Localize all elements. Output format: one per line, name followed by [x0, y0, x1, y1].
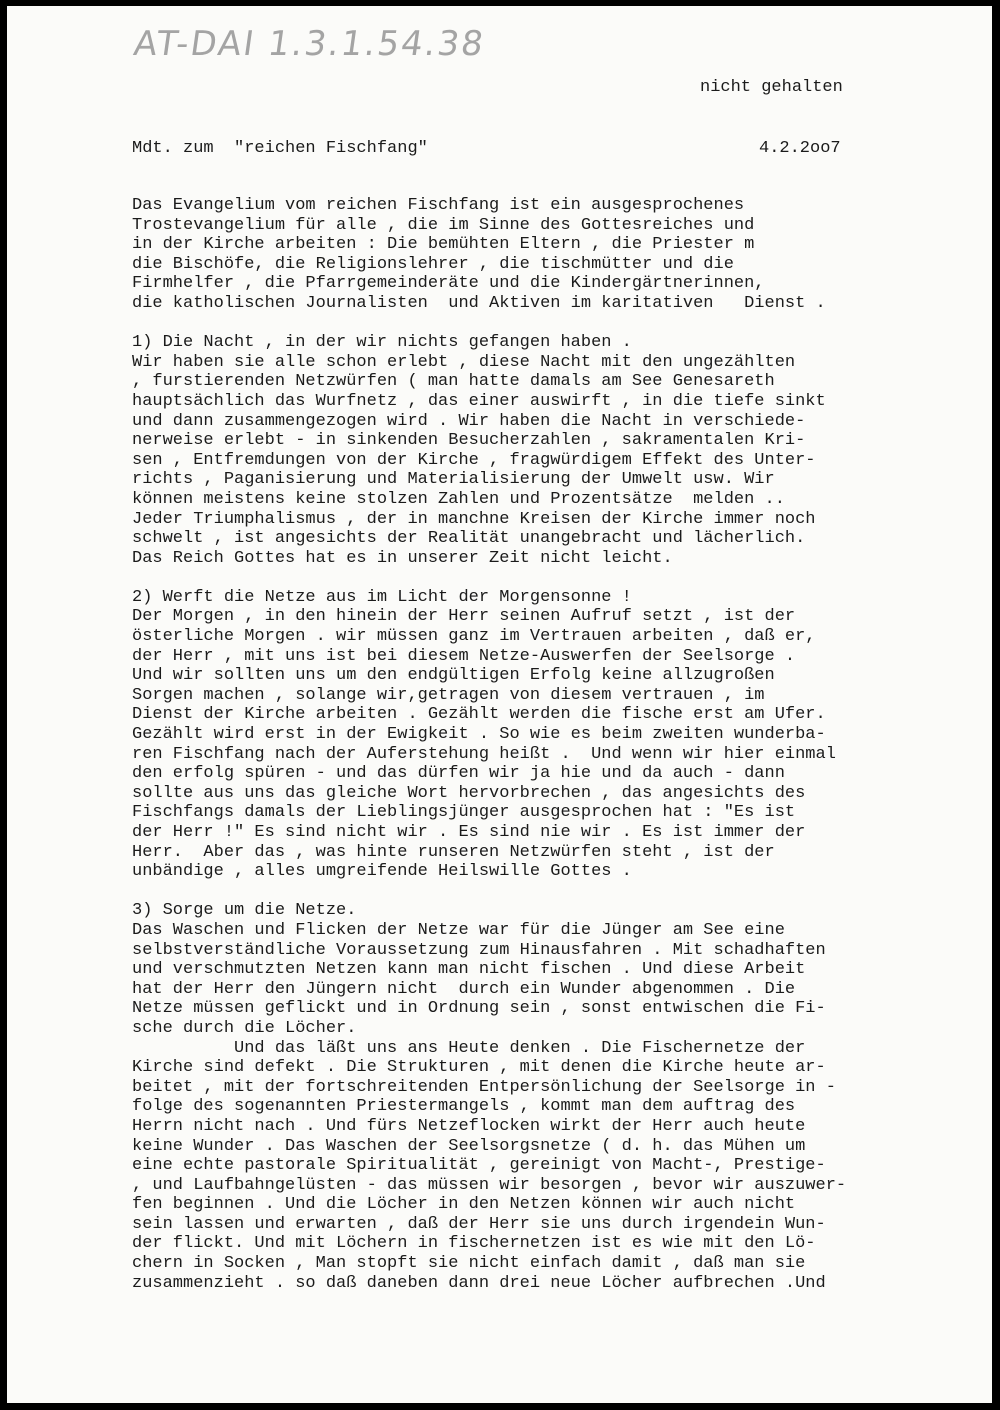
text-line: Dienst der Kirche arbeiten . Gezählt werden die fische erst am Ufer.	[132, 705, 826, 725]
text-line: Trostevangelium für alle , die im Sinne des Gottesreiches und	[132, 215, 755, 235]
paragraph-gap	[132, 882, 846, 902]
text-line: Herrn nicht nach . Und fürs Netzeflocken wirkt der Herr auch heute	[132, 1116, 806, 1136]
text-line: die katholischen Journalisten und Aktiven im karitativen Dienst .	[132, 293, 826, 313]
text-line: der Herr , mit uns ist bei diesem Netze-Auswerfen der Seelsorge .	[132, 646, 796, 666]
text-line: 2) Werft die Netze aus im Licht der Morgensonne !	[132, 587, 632, 607]
text-line: , furstierenden Netzwürfen ( man hatte damals am See Genesareth	[132, 372, 775, 392]
text-line: den erfolg spüren - und das dürfen wir ja hie und da auch - dann	[132, 764, 785, 784]
text-line: folge des sogenannten Priestermangels , kommt man dem auftrag des	[132, 1097, 796, 1117]
text-line: sollte aus uns das gleiche Wort hervorbrechen , das angesichts des	[132, 783, 806, 803]
text-line: hauptsächlich das Wurfnetz , das einer auswirft , in die tiefe sinkt	[132, 391, 826, 411]
body-text	[132, 196, 846, 1293]
text-line: die Bischöfe, die Religionslehrer , die tischmütter und die	[132, 254, 734, 274]
document-title: Mdt. zum "reichen Fischfang"	[132, 139, 428, 158]
paragraph-gap	[132, 314, 846, 334]
text-line: der Herr !" Es sind nicht wir . Es sind nie wir . Es ist immer der	[132, 823, 806, 842]
text-line: beitet , mit der fortschreitenden Entpersönlichung der Seelsorge in -	[132, 1077, 836, 1097]
text-line: 1) Die Nacht , in der wir nichts gefangen haben .	[132, 333, 632, 353]
text-line: und dann zusammengezogen wird . Wir haben die Nacht in verschiede-	[132, 411, 806, 431]
text-line: , und Laufbahngelüsten - das müssen wir besorgen , bevor wir auszuwer-	[132, 1175, 847, 1195]
text-line: chern in Socken , Man stopft sie nicht einfach damit , daß man sie	[132, 1254, 806, 1274]
document-page	[7, 6, 992, 1403]
text-line: keine Wunder . Das Waschen der Seelsorgsnetze ( d. h. das Mühen um	[132, 1136, 806, 1156]
text-line: nerweise erlebt - in sinkenden Besucherzahlen , sakramentalen Kri-	[132, 431, 806, 451]
text-line: können meistens keine stolzen Zahlen und Prozentsätze melden ..	[132, 489, 785, 509]
text-line: schwelt , ist angesichts der Realität unangebracht und lächerlich.	[132, 529, 806, 549]
archive-reference-stamp: AT-DAI 1.3.1.54.38	[131, 24, 488, 64]
text-line: Das Reich Gottes hat es in unserer Zeit nicht leicht.	[132, 548, 673, 568]
text-line: eine echte pastorale Spiritualität , gereinigt von Macht-, Prestige-	[132, 1156, 826, 1176]
text-line: sche durch die Löcher.	[132, 1018, 357, 1038]
text-line: unbändige , alles umgreifende Heilswille Gottes .	[132, 862, 632, 882]
text-line: Gezählt wird erst in der Ewigkeit . So wie es beim zweiten wunderba-	[132, 725, 826, 745]
delivery-note: nicht gehalten	[700, 78, 843, 97]
paragraph-gap	[132, 568, 846, 588]
text-line: der flickt. Und mit Löchern in fischernetzen ist es wie mit den Lö-	[132, 1234, 816, 1254]
text-line: sein lassen und erwarten , daß der Herr sie uns durch irgendein Wun-	[132, 1214, 826, 1234]
text-line: fen beginnen . Und die Löcher in den Netzen können wir auch nicht	[132, 1195, 796, 1215]
text-line: selbstverständliche Voraussetzung zum Hinausfahren . Mit schadhaften	[132, 940, 826, 960]
text-line: 3) Sorge um die Netze.	[132, 901, 357, 921]
text-line: sen , Entfremdungen von der Kirche , fragwürdigem Effekt des Unter-	[132, 450, 816, 470]
text-line: Fischfangs damals der Lieblingsjünger ausgesprochen hat : "Es ist	[132, 803, 796, 823]
text-line: in der Kirche arbeiten : Die bemühten Eltern , die Priester m	[132, 235, 755, 255]
text-line: Das Evangelium vom reichen Fischfang ist ein ausgesprochenes	[132, 196, 745, 215]
document-date: 4.2.2oo7	[759, 139, 841, 158]
text-line: richts , Paganisierung und Materialisierung der Umwelt usw. Wir	[132, 470, 775, 490]
text-line: österliche Morgen . wir müssen ganz im Vertrauen arbeiten , daß er,	[132, 627, 816, 647]
text-line: Jeder Triumphalismus , der in manchne Kreisen der Kirche immer noch	[132, 509, 816, 529]
text-line: Und wir sollten uns um den endgültigen Erfolg keine allzugroßen	[132, 666, 775, 686]
text-line: Und das läßt uns ans Heute denken . Die Fischernetze der	[132, 1038, 806, 1058]
text-line: Herr. Aber das , was hinte runseren Netzwürfen steht , ist der	[132, 842, 775, 862]
text-line: ren Fischfang nach der Auferstehung heißt . Und wenn wir hier einmal	[132, 744, 836, 764]
text-line: Kirche sind defekt . Die Strukturen , mit denen die Kirche heute ar-	[132, 1058, 826, 1078]
text-line: hat der Herr den Jüngern nicht durch ein Wunder abgenommen . Die	[132, 979, 796, 999]
text-line: Firmhelfer , die Pfarrgemeinderäte und die Kindergärtnerinnen,	[132, 274, 765, 294]
text-line: Das Waschen und Flicken der Netze war für die Jünger am See eine	[132, 920, 785, 940]
text-line: Sorgen machen , solange wir,getragen von diesem vertrauen , im	[132, 685, 765, 705]
text-line: Wir haben sie alle schon erlebt , diese Nacht mit den ungezählten	[132, 352, 796, 372]
text-line: und verschmutzten Netzen kann man nicht fischen . Und diese Arbeit	[132, 960, 806, 980]
text-line: Der Morgen , in den hinein der Herr seinen Aufruf setzt , ist der	[132, 607, 796, 627]
text-line: zusammenzieht . so daß daneben dann drei neue Löcher aufbrechen .Und	[132, 1273, 826, 1293]
text-line: Netze müssen geflickt und in Ordnung sein , sonst entwischen die Fi-	[132, 999, 826, 1019]
